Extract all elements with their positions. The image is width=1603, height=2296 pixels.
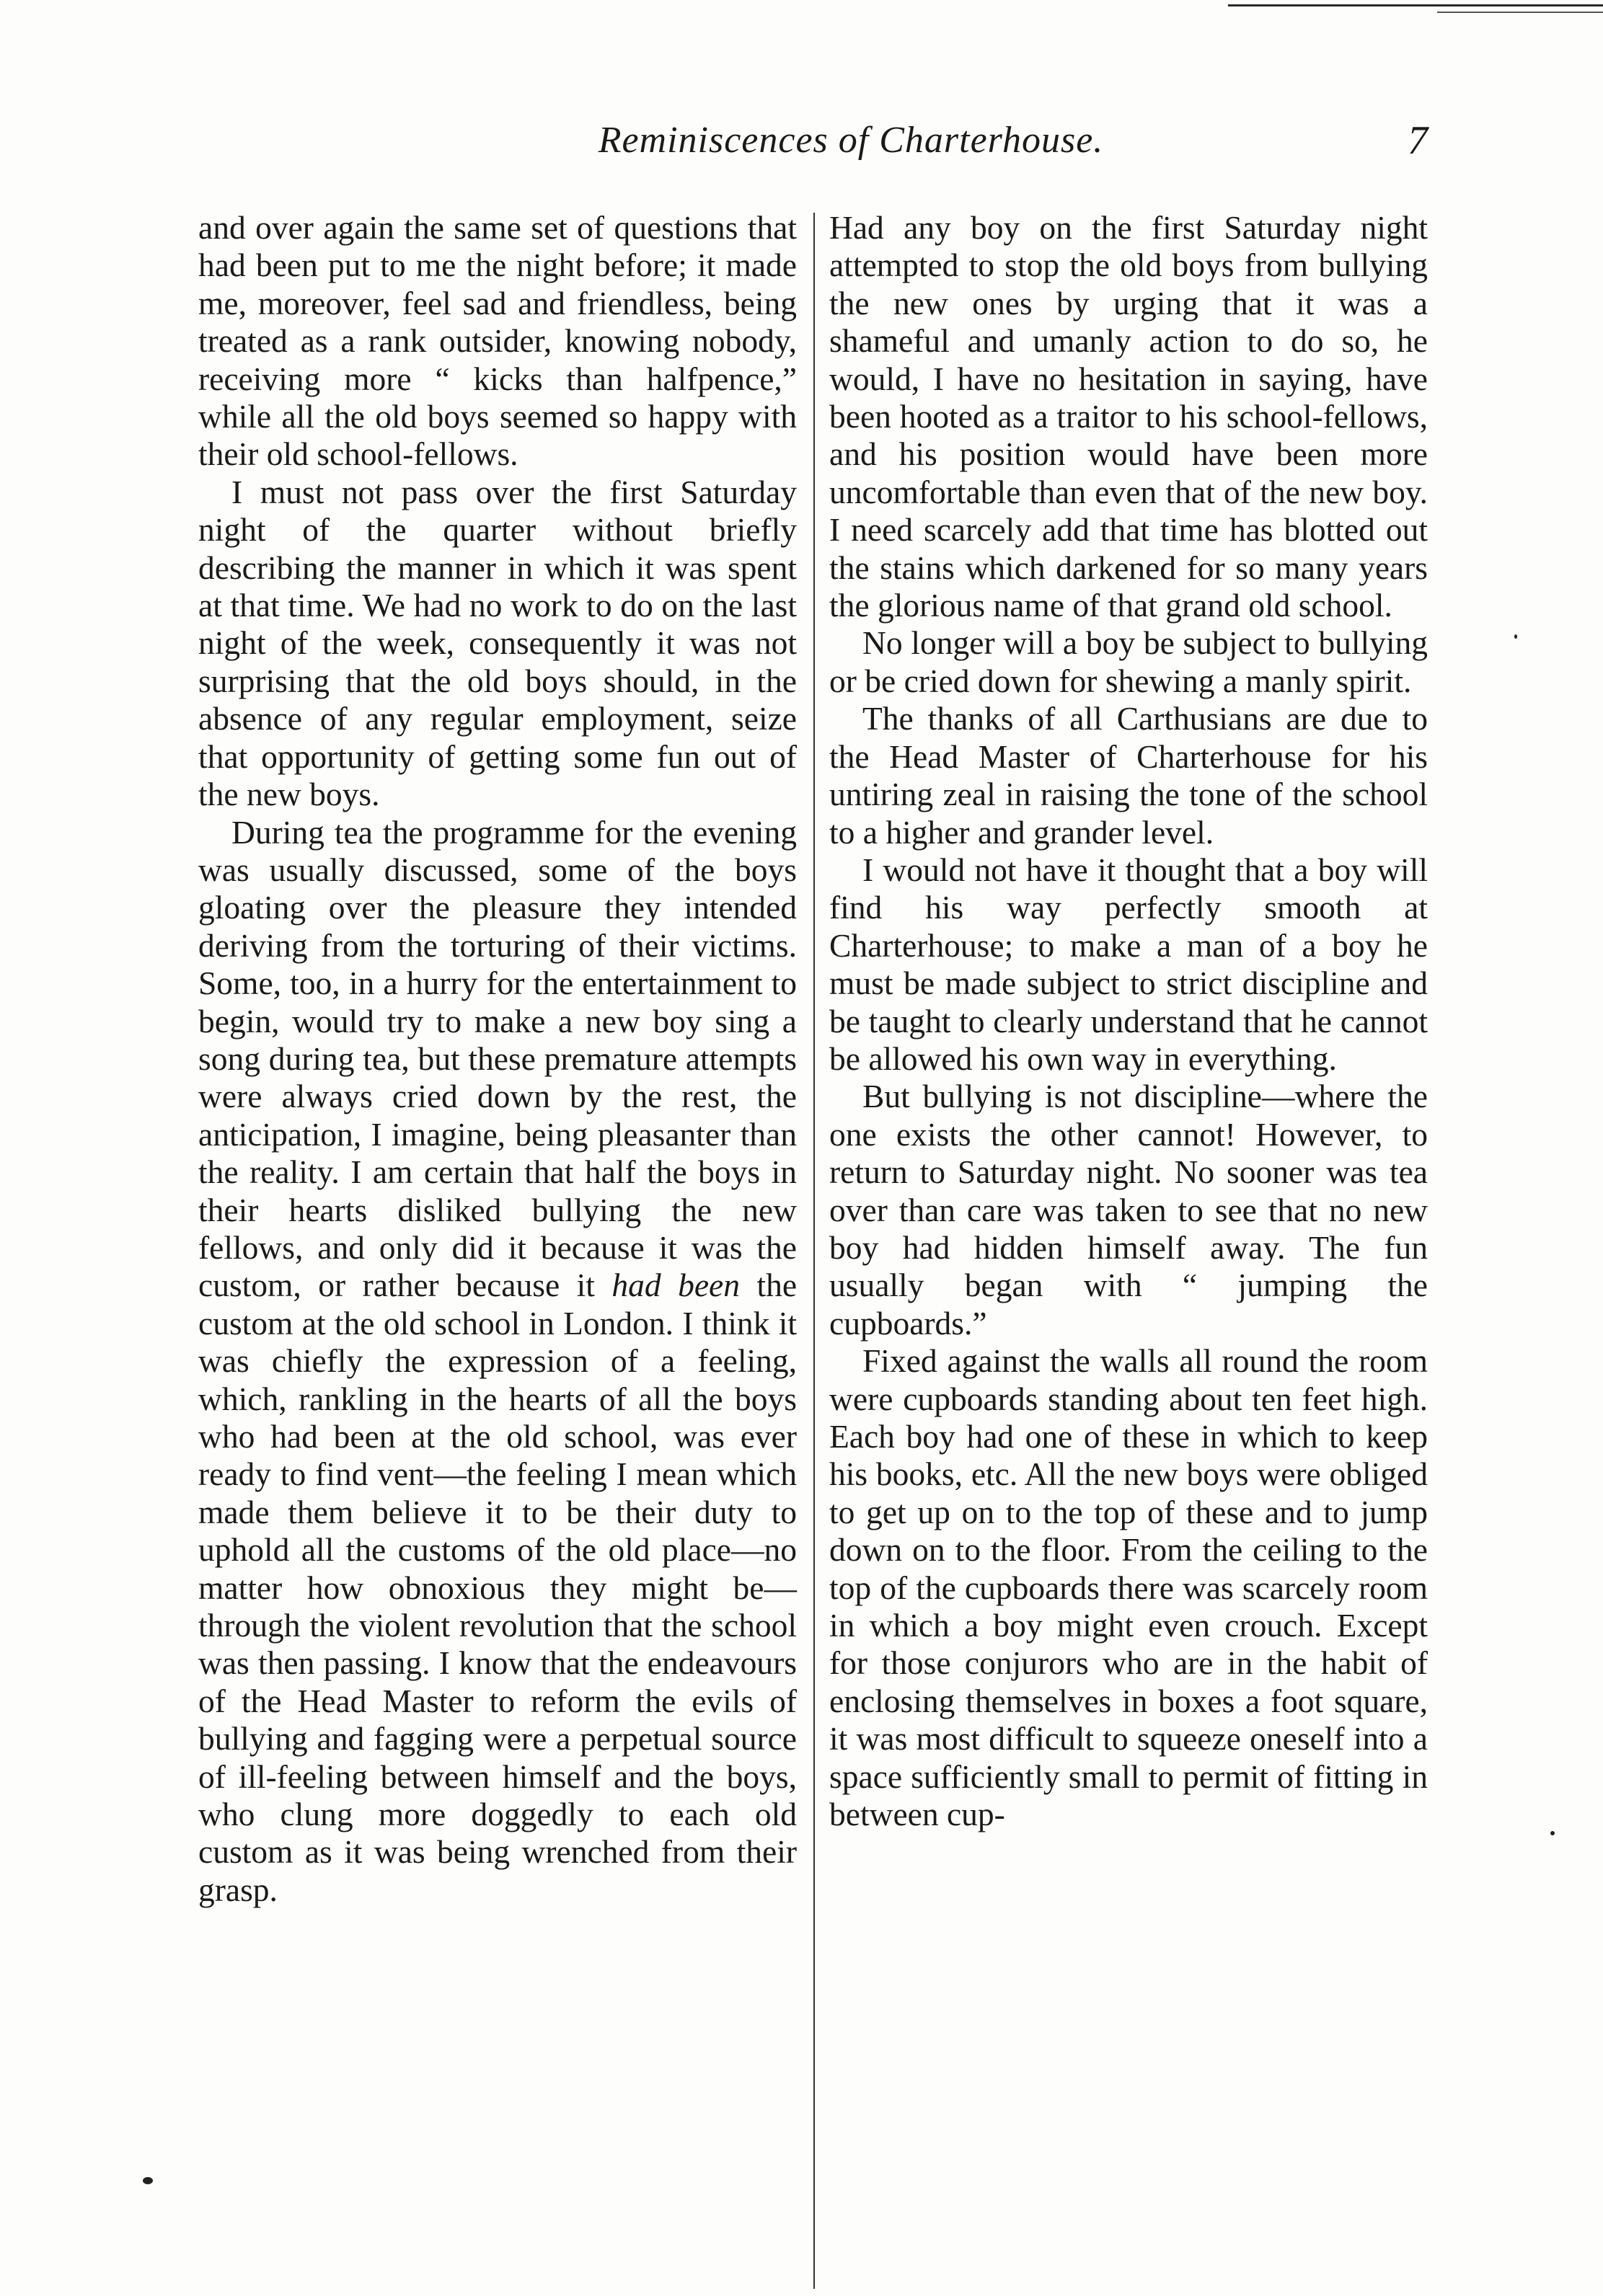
- scan-edge-line: [1437, 12, 1603, 13]
- paragraph: No longer will a boy be subject to bullying or be cried down for shewing a manly spirit.: [829, 624, 1428, 699]
- column-rule: [813, 213, 815, 2289]
- paragraph: Had any boy on the first Saturday night attempted to stop the old boys from bullying the new ones by urging that it was a shameful and umanly action to do so, he would, I have no hesitation in saying, have been hooted as a traitor to his school-fellows, and his position would have been more uncomfortable than even that of the new boy. I need scarcely add that time has blotted out the stains which darkened for so many years the glorious name of that grand old school.: [829, 209, 1428, 624]
- running-head: [166, 115, 1449, 173]
- paragraph: I would not have it thought that a boy will find his way perfectly smooth at Charterhouse; to make a man of a boy he must be made subject to strict discipline and be taught to clearly understand that he cannot be allowed his own way in everything.: [829, 851, 1428, 1077]
- right-column: [829, 209, 1428, 1833]
- paragraph: [198, 814, 797, 1910]
- paragraph: Fixed against the walls all round the room were cupboards standing about ten feet high. Each boy had one of these in which to keep his books, etc. All the new boys were obliged to get up on to the top of these and to jump down on to the floor. From the ceiling to the top of the cupboards there was scarcely room in which a boy might even crouch. Except for those conjurors who are in the habit of enclosing themselves in boxes a foot square, it was most difficult to squeeze oneself into a space sufficiently small to permit of fitting in between cup-: [829, 1342, 1428, 1833]
- paragraph: The thanks of all Carthusians are due to the Head Master of Charterhouse for his untiring zeal in raising the tone of the school to a higher and grander level.: [829, 700, 1428, 851]
- ink-speck: [143, 2177, 153, 2184]
- ink-speck: [1550, 1831, 1555, 1835]
- paragraph: But bullying is not discipline—where the one exists the other cannot! However, to return to Saturday night. No sooner was tea over than care was taken to see that no new boy had hidden himself away. The fun usually began with “ jumping the cupboards.”: [829, 1078, 1428, 1342]
- scan-edge-line: [1228, 4, 1603, 6]
- running-title: Reminiscences of Charterhouse.: [598, 120, 1104, 161]
- ink-speck: [1514, 634, 1517, 639]
- paragraph: and over again the same set of questions that had been put to me the night before; it made me, moreover, feel sad and friendless, being treated as a rank outsider, knowing nobody, receiving more “ kicks than halfpence,” while all the old boys seemed so happy with their old school-fellows.: [198, 209, 797, 473]
- paragraph: I must not pass over the first Saturday night of the quarter without briefly describing the manner in which it was spent at that time. We had no work to do on the last night of the week, consequently it was not surprising that the old boys should, in the absence of any regular employment, seize that opportunity of getting some fun out of the new boys.: [198, 473, 797, 813]
- emphasis-text: had been: [611, 1267, 740, 1304]
- paragraph-text: the custom at the old school in London. I think it was chiefly the expression of a feeling, which, rankling in the hearts of all the boys who had been at the old school, was ever ready to find vent—the feeling I mean which made them believe it to be their duty to uphold all the customs of the old place—no matter how obnoxious they might be—through the violent revolution that the school was then passing. I know that the endeavours of the Head Master to reform the evils of bullying and fagging were a perpetual source of ill-feeling between himself and the boys, who clung more doggedly to each old custom as it was being wrenched from their grasp.: [198, 1267, 798, 1908]
- paragraph-text: During tea the programme for the evening was usually discussed, some of the boys gloating over the pleasure they intended deriving from the torturing of their victims. Some, too, in a hurry for the entertainment to begin, would try to make a new boy sing a song during tea, but these premature attempts were always cried down by the rest, the anticipation, I imagine, being pleasanter than the reality. I am certain that half the boys in their hearts disliked bullying the new fellows, and only did it because it was the custom, or rather because it: [198, 813, 797, 1304]
- page-number: 7: [1408, 118, 1428, 163]
- left-column: [198, 209, 797, 1909]
